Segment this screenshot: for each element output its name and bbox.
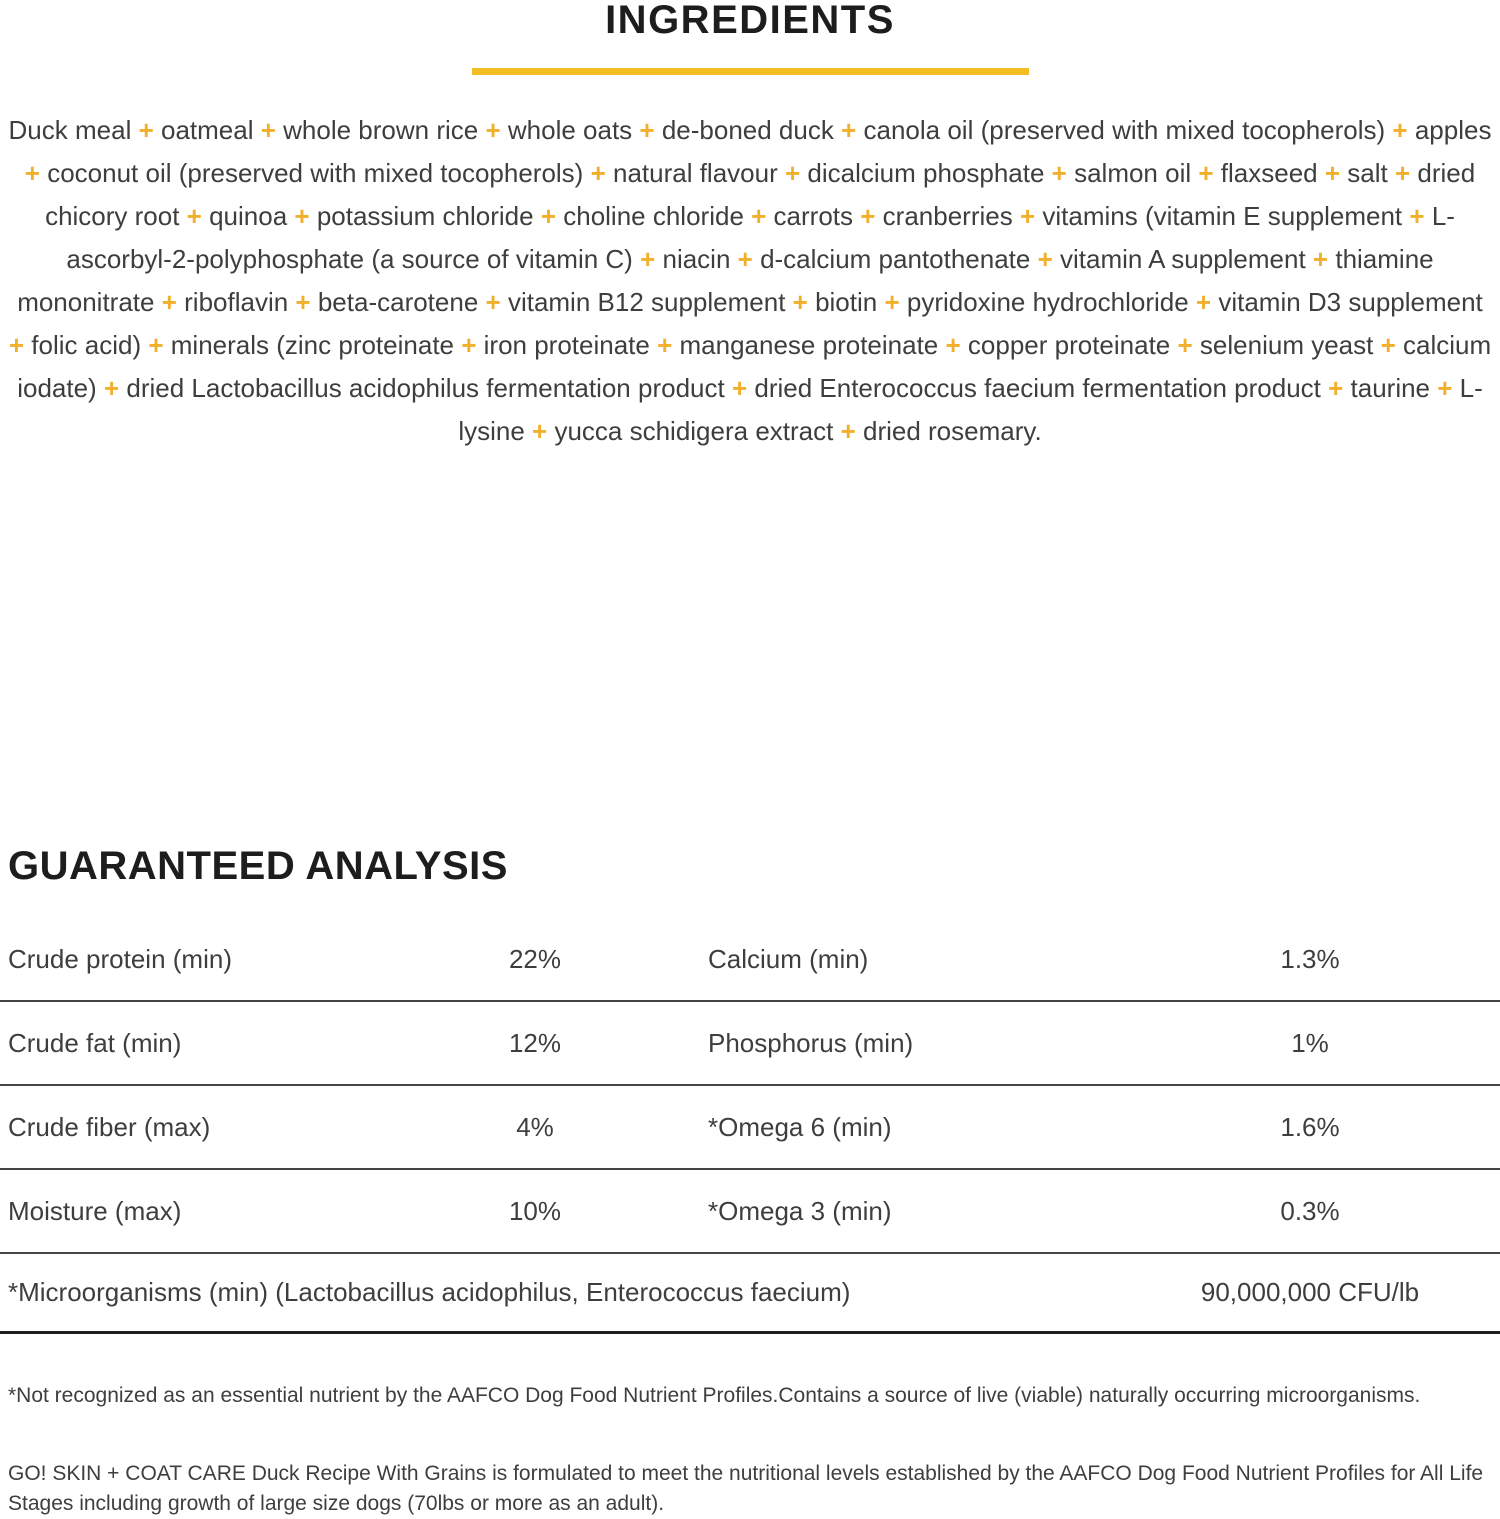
analysis-value: 22% [508, 943, 562, 974]
plus-separator: + [253, 115, 284, 145]
ingredient-item: carrots [773, 201, 854, 231]
guaranteed-analysis-table [0, 918, 1500, 1334]
analysis-value: 1.3% [1280, 943, 1340, 974]
ingredient-item: dried rosemary. [862, 416, 1042, 446]
plus-separator: + [853, 201, 883, 231]
plus-separator: + [478, 115, 508, 145]
plus-separator: + [938, 330, 968, 360]
plus-separator: + [632, 244, 663, 274]
ingredient-item: Duck meal [8, 115, 132, 145]
ingredient-item: riboflavin [184, 287, 289, 317]
plus-separator: + [1317, 158, 1348, 188]
ingredient-item: choline chloride [563, 201, 744, 231]
ingredient-item: dicalcium phosphate [807, 158, 1045, 188]
analysis-label: Calcium (min) [708, 943, 869, 974]
ingredient-item: salmon oil [1074, 158, 1192, 188]
plus-separator: + [777, 158, 808, 188]
plus-separator: + [1305, 244, 1336, 274]
plus-separator: + [833, 416, 863, 446]
ingredient-item: dried Lactobacillus acidophilus fermentation product [126, 373, 725, 403]
plus-separator: + [154, 287, 185, 317]
plus-separator: + [833, 115, 864, 145]
ingredient-item: canola oil (preserved with mixed tocopherols) [863, 115, 1386, 145]
footnote-formulation-note: GO! SKIN + COAT CARE Duck Recipe With Grains is formulated to meet the nutritional levels established by the AAFCO Dog Food Nutrient Profiles for All Life Stages including growth of large size dogs (70lbs or more as an adult). [8, 1462, 1484, 1515]
ingredient-item: de-boned duck [661, 115, 834, 145]
ingredient-item: minerals (zinc proteinate [170, 330, 454, 360]
plus-separator: + [1373, 330, 1403, 360]
analysis-label: Crude fiber (max) [8, 1111, 211, 1142]
plus-separator: + [583, 158, 613, 188]
ingredient-item: coconut oil (preserved with mixed tocopherols) [47, 158, 584, 188]
analysis-label: Crude fat (min) [8, 1027, 182, 1058]
plus-separator: + [96, 373, 127, 403]
ingredient-item: L-ascorbyl-2-polyphosphate (a source of vitamin C) [66, 201, 1455, 274]
analysis-label: Crude protein (min) [8, 943, 232, 974]
analysis-row-fat-phosphorus [0, 1002, 1500, 1086]
plus-separator: + [179, 201, 210, 231]
ingredient-item: salt [1347, 158, 1388, 188]
ingredient-item: taurine [1350, 373, 1431, 403]
plus-separator: + [533, 201, 564, 231]
plus-separator: + [1387, 158, 1418, 188]
plus-separator: + [8, 330, 32, 360]
analysis-value: 90,000,000 CFU/lb [1200, 1277, 1420, 1307]
ingredient-item: niacin [662, 244, 731, 274]
ingredient-item: dried chicory root [45, 158, 1476, 231]
plus-separator: + [141, 330, 171, 360]
ingredient-item: flaxseed [1220, 158, 1318, 188]
plus-separator: + [724, 373, 755, 403]
ingredient-item: folic acid) [31, 330, 142, 360]
ingredient-item: vitamins (vitamin E supplement [1042, 201, 1403, 231]
ingredient-item: iron proteinate [483, 330, 650, 360]
plus-separator: + [131, 115, 161, 145]
analysis-value: 1.6% [1280, 1111, 1340, 1142]
ingredients-title: INGREDIENTS [605, 0, 895, 42]
ingredient-item: yucca schidigera extract [554, 416, 834, 446]
ingredient-item: vitamin B12 supplement [507, 287, 786, 317]
plus-separator: + [478, 287, 508, 317]
ingredient-item: cranberries [882, 201, 1013, 231]
plus-separator: + [1320, 373, 1351, 403]
ingredient-item: thiamine mononitrate [17, 244, 1434, 317]
analysis-value: 1% [1291, 1027, 1329, 1058]
plus-separator: + [524, 416, 555, 446]
ingredient-item: dried Enterococcus faecium fermentation product [754, 373, 1321, 403]
ingredient-item: manganese proteinate [679, 330, 939, 360]
plus-separator: + [1191, 158, 1221, 188]
ingredient-item: potassium chloride [316, 201, 534, 231]
ingredient-item: whole oats [507, 115, 633, 145]
plus-separator: + [1030, 244, 1060, 274]
plus-separator: + [1170, 330, 1200, 360]
guaranteed-analysis-title: GUARANTEED ANALYSIS [8, 844, 508, 888]
ingredient-item: vitamin D3 supplement [1218, 287, 1483, 317]
analysis-label: *Microorganisms (min) (Lactobacillus acidophilus, Enterococcus faecium) [8, 1277, 851, 1307]
analysis-label: Phosphorus (min) [708, 1027, 914, 1058]
plus-separator: + [288, 287, 318, 317]
analysis-value: 10% [508, 1195, 562, 1226]
plus-separator: + [1385, 115, 1415, 145]
plus-separator: + [1188, 287, 1219, 317]
analysis-label: *Omega 6 (min) [708, 1111, 892, 1142]
ingredient-item: quinoa [209, 201, 288, 231]
ingredients-section [0, 0, 1500, 453]
ingredient-item: d-calcium pantothenate [760, 244, 1031, 274]
plus-separator: + [743, 201, 774, 231]
plus-separator: + [287, 201, 317, 231]
analysis-row-fiber-omega6 [0, 1086, 1500, 1170]
analysis-value: 12% [508, 1027, 562, 1058]
ingredient-item: L-lysine [458, 373, 1483, 446]
analysis-row-moisture-omega3 [0, 1170, 1500, 1254]
ingredient-item: selenium yeast [1199, 330, 1374, 360]
analysis-value: 4% [516, 1111, 554, 1142]
analysis-row-protein-calcium [0, 918, 1500, 1002]
plus-separator: + [730, 244, 761, 274]
ingredient-item: pyridoxine hydrochloride [906, 287, 1189, 317]
ingredient-item: beta-carotene [317, 287, 479, 317]
ingredient-item: apples [1414, 115, 1492, 145]
plus-separator: + [1044, 158, 1075, 188]
ingredient-item: biotin [815, 287, 878, 317]
plus-separator: + [1430, 373, 1460, 403]
plus-separator: + [1402, 201, 1432, 231]
plus-separator: + [649, 330, 680, 360]
ingredient-item: natural flavour [612, 158, 778, 188]
plus-separator: + [877, 287, 907, 317]
ingredients-text [6, 109, 1494, 453]
ingredient-item: whole brown rice [283, 115, 479, 145]
plus-separator: + [785, 287, 816, 317]
analysis-label: Moisture (max) [8, 1195, 182, 1226]
analysis-value: 0.3% [1280, 1195, 1340, 1226]
analysis-label: *Omega 3 (min) [708, 1195, 892, 1226]
ingredient-item: calcium iodate) [17, 330, 1492, 403]
plus-separator: + [454, 330, 484, 360]
ingredient-item: copper proteinate [967, 330, 1171, 360]
footnote-aafco-note: *Not recognized as an essential nutrient by the AAFCO Dog Food Nutrient Profiles.Contains a source of live (viable) naturally occurring microorganisms. [8, 1384, 1421, 1407]
ingredient-item: oatmeal [161, 115, 254, 145]
plus-separator: + [632, 115, 662, 145]
ingredient-item: vitamin A supplement [1060, 244, 1306, 274]
analysis-row-microorganisms [0, 1254, 1500, 1334]
plus-separator: + [1012, 201, 1043, 231]
plus-separator: + [24, 158, 48, 188]
title-underline-rule [472, 68, 1029, 75]
